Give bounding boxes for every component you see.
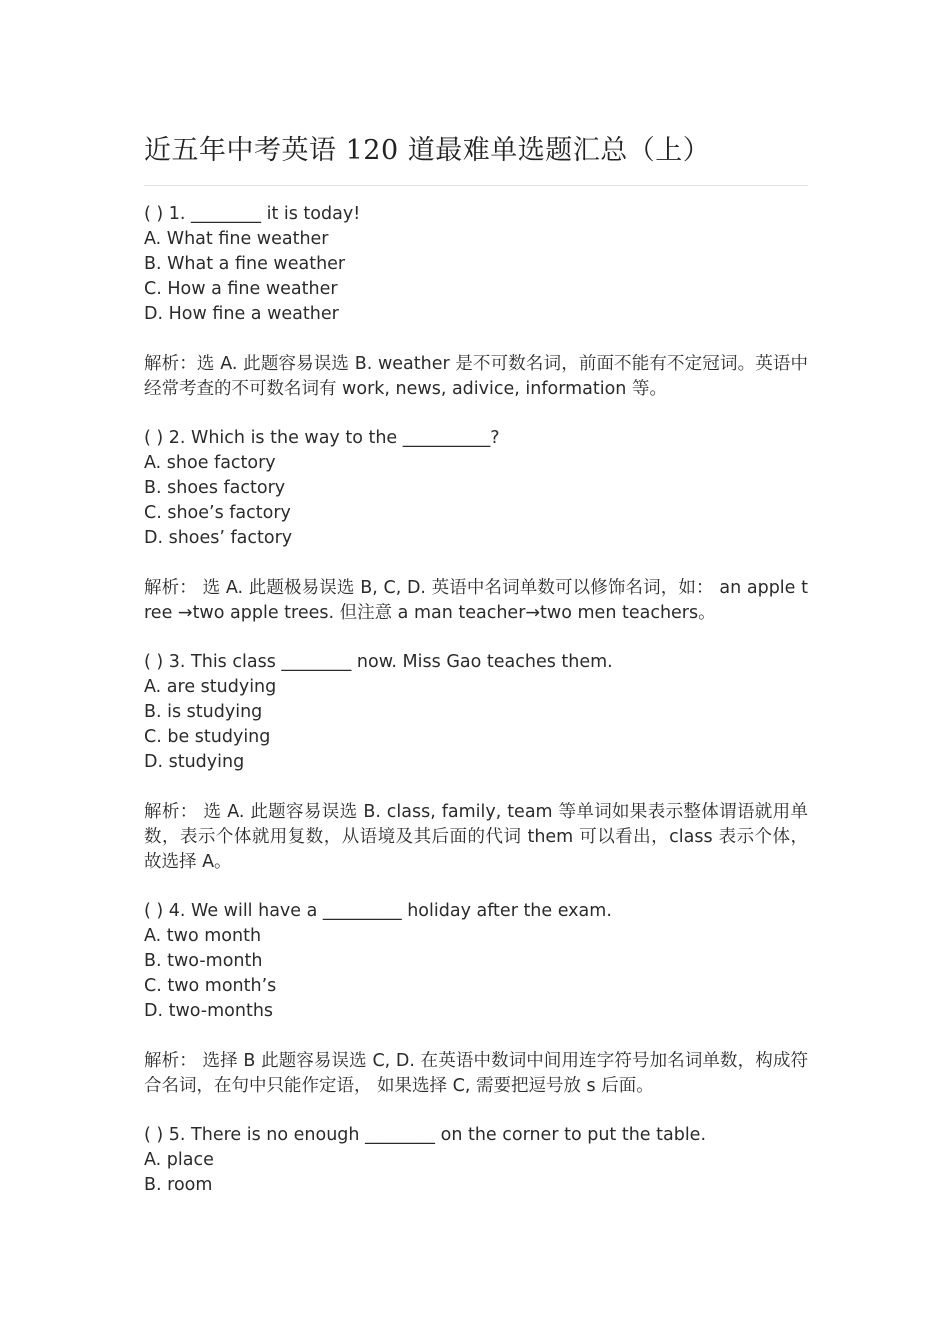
- option-c: C. How a fine weather: [144, 279, 338, 299]
- option-c: C. shoe’s factory: [144, 503, 291, 523]
- question-3: [144, 650, 808, 775]
- analysis-2: 解析： 选 A. 此题极易误选 B, C, D. 英语中名词单数可以修饰名词，如： an apple tree →two apple trees. 但注意 a man teacher→two men teachers。: [144, 578, 808, 623]
- option-d: D. studying: [144, 752, 245, 772]
- option-b: B. shoes factory: [144, 478, 286, 498]
- question-stem: ( ) 4. We will have a _________ holiday after the exam.: [144, 901, 612, 921]
- option-d: D. How fine a weather: [144, 304, 339, 324]
- question-stem: ( ) 3. This class ________ now. Miss Gao teaches them.: [144, 652, 613, 672]
- option-b: B. two-month: [144, 951, 263, 971]
- option-a: A. are studying: [144, 677, 277, 697]
- question-5: [144, 1123, 808, 1198]
- question-4: [144, 899, 808, 1024]
- option-d: D. two-months: [144, 1001, 274, 1021]
- question-list: [144, 202, 808, 1223]
- question-stem: ( ) 2. Which is the way to the __________?: [144, 428, 500, 448]
- option-b: B. is studying: [144, 702, 263, 722]
- option-b: B. room: [144, 1175, 213, 1195]
- option-a: A. What fine weather: [144, 229, 329, 249]
- title-divider: [144, 185, 808, 186]
- option-b: B. What a fine weather: [144, 254, 346, 274]
- question-stem: ( ) 5. There is no enough ________ on the corner to put the table.: [144, 1125, 707, 1145]
- analysis-3: 解析： 选 A. 此题容易误选 B. class, family, team 等单词如果表示整体谓语就用单数，表示个体就用复数，从语境及其后面的代词 them 可以看出，class 表示个体，故选择 A。: [144, 802, 808, 872]
- question-stem: ( ) 1. ________ it is today!: [144, 204, 361, 224]
- question-1: [144, 202, 808, 327]
- option-a: A. two month: [144, 926, 262, 946]
- option-a: A. place: [144, 1150, 214, 1170]
- option-d: D. shoes’ factory: [144, 528, 293, 548]
- option-c: C. two month’s: [144, 976, 277, 996]
- option-a: A. shoe factory: [144, 453, 276, 473]
- question-2: [144, 426, 808, 551]
- analysis-4: 解析： 选择 B 此题容易误选 C, D. 在英语中数词中间用连字符号加名词单数，构成符合名词，在句中只能作定语， 如果选择 C, 需要把逗号放 s 后面。: [144, 1051, 808, 1096]
- option-c: C. be studying: [144, 727, 271, 747]
- analysis-1: 解析：选 A. 此题容易误选 B. weather 是不可数名词，前面不能有不定冠词。英语中经常考查的不可数名词有 work, news, adivice, information 等。: [144, 354, 808, 399]
- page-title: 近五年中考英语 120 道最难单选题汇总（上）: [144, 135, 711, 166]
